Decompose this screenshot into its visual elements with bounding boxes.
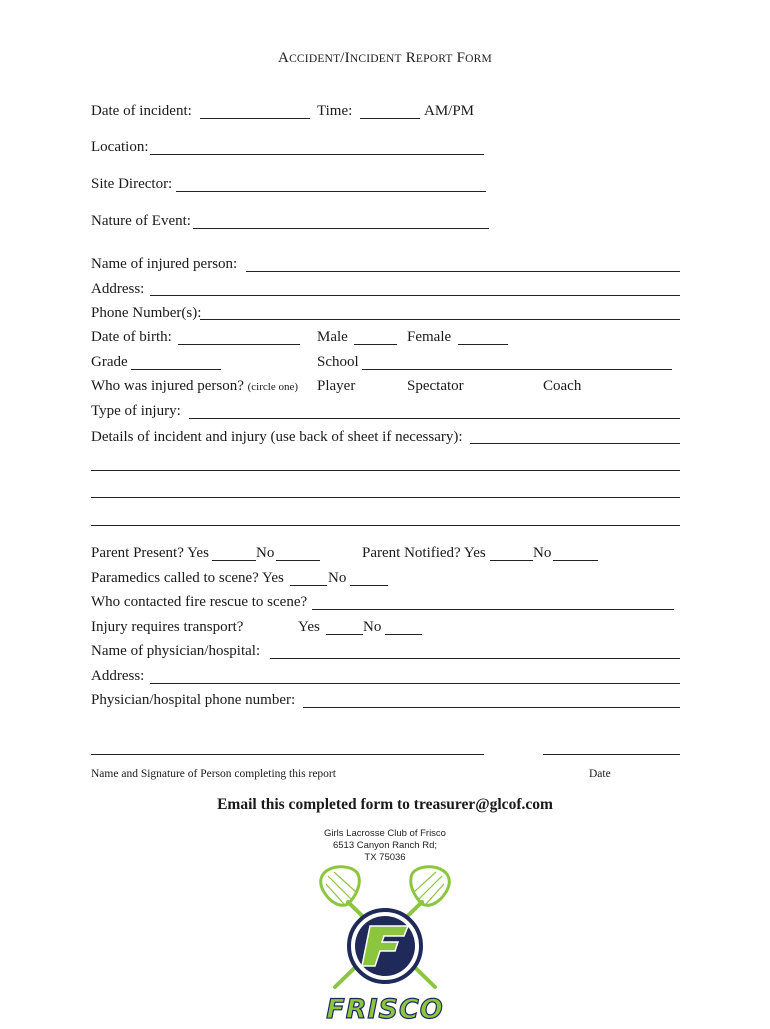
details-line-2[interactable] xyxy=(91,470,680,471)
nature-of-event-field[interactable] xyxy=(193,228,489,229)
male-label: Male xyxy=(317,329,348,345)
org-street: 6513 Canyon Ranch Rd; xyxy=(332,840,438,851)
school-label: School xyxy=(317,354,359,370)
transport-yes-field[interactable] xyxy=(326,634,363,635)
site-director-field[interactable] xyxy=(176,191,486,192)
nature-of-event-label: Nature of Event: xyxy=(91,213,191,229)
who-injured-label xyxy=(91,378,298,395)
who-injured-text: Who was injured person? xyxy=(91,378,244,394)
signature-line[interactable] xyxy=(91,754,484,755)
dob-field[interactable] xyxy=(178,344,300,345)
paramedics-label: Paramedics called to scene? Yes xyxy=(91,570,284,586)
injured-name-field[interactable] xyxy=(246,271,680,272)
parent-notified-yes-field[interactable] xyxy=(490,560,533,561)
parent-present-no-field[interactable] xyxy=(276,560,320,561)
transport-no-field[interactable] xyxy=(385,634,422,635)
physician-address-label: Address: xyxy=(91,668,145,684)
ampm-label: AM/PM xyxy=(424,103,475,119)
paramedics-no-label: No xyxy=(328,570,347,586)
parent-notified-no-label: No xyxy=(533,545,552,561)
form-title: ACCIDENT/INCIDENT REPORT FORM xyxy=(278,50,492,66)
grade-label: Grade xyxy=(91,354,128,370)
fire-rescue-label: Who contacted fire rescue to scene? xyxy=(91,594,308,610)
type-of-injury-field[interactable] xyxy=(189,418,680,419)
physician-label: Name of physician/hospital: xyxy=(91,643,261,659)
site-director-label: Site Director: xyxy=(91,176,173,192)
time-field[interactable] xyxy=(360,118,420,119)
org-city: TX 75036 xyxy=(364,852,406,863)
phone-label: Phone Number(s): xyxy=(91,305,202,321)
option-spectator[interactable]: Spectator xyxy=(407,378,464,394)
transport-label: Injury requires transport? xyxy=(91,619,244,635)
physician-phone-label: Physician/hospital phone number: xyxy=(91,692,296,708)
paramedics-no-field[interactable] xyxy=(350,585,388,586)
date-of-incident-field[interactable] xyxy=(200,118,310,119)
physician-phone-field[interactable] xyxy=(303,707,680,708)
date-label: Date xyxy=(589,768,611,780)
location-field[interactable] xyxy=(150,154,484,155)
club-logo-graphic xyxy=(300,862,470,1024)
physician-field[interactable] xyxy=(270,658,680,659)
parent-present-no-label: No xyxy=(256,545,275,561)
grade-field[interactable] xyxy=(131,369,221,370)
female-label: Female xyxy=(407,329,452,345)
details-label: Details of incident and injury (use back of sheet if necessary): xyxy=(91,429,463,445)
parent-present-yes-field[interactable] xyxy=(212,560,256,561)
club-logo xyxy=(300,862,470,1024)
logo-word: FRISCO xyxy=(326,994,444,1024)
type-of-injury-label: Type of injury: xyxy=(91,403,181,419)
date-of-incident-label: Date of incident: xyxy=(91,103,192,119)
parent-notified-no-field[interactable] xyxy=(553,560,598,561)
transport-yes-label: Yes xyxy=(298,619,320,635)
email-instruction: Email this completed form to treasurer@glcof.com xyxy=(217,796,553,813)
time-label: Time: xyxy=(317,103,353,119)
address-field[interactable] xyxy=(150,295,680,296)
physician-address-field[interactable] xyxy=(150,683,680,684)
transport-no-label: No xyxy=(363,619,382,635)
address-label: Address: xyxy=(91,281,145,297)
parent-present-label: Parent Present? Yes xyxy=(91,545,209,561)
option-coach[interactable]: Coach xyxy=(543,378,582,394)
parent-notified-label: Parent Notified? Yes xyxy=(362,545,486,561)
phone-field[interactable] xyxy=(200,319,680,320)
injured-name-label: Name of injured person: xyxy=(91,256,238,272)
dob-label: Date of birth: xyxy=(91,329,172,345)
female-field[interactable] xyxy=(458,344,508,345)
fire-rescue-field[interactable] xyxy=(312,609,674,610)
details-line-3[interactable] xyxy=(91,497,680,498)
circle-one-note: (circle one) xyxy=(247,381,299,393)
date-signature-line[interactable] xyxy=(543,754,680,755)
details-line-4[interactable] xyxy=(91,525,680,526)
signature-label: Name and Signature of Person completing this report xyxy=(91,768,336,780)
details-field[interactable] xyxy=(470,443,680,444)
male-field[interactable] xyxy=(354,344,397,345)
location-label: Location: xyxy=(91,139,149,155)
school-field[interactable] xyxy=(362,369,672,370)
option-player[interactable]: Player xyxy=(317,378,356,394)
org-name: Girls Lacrosse Club of Frisco xyxy=(324,828,446,839)
paramedics-yes-field[interactable] xyxy=(290,585,327,586)
